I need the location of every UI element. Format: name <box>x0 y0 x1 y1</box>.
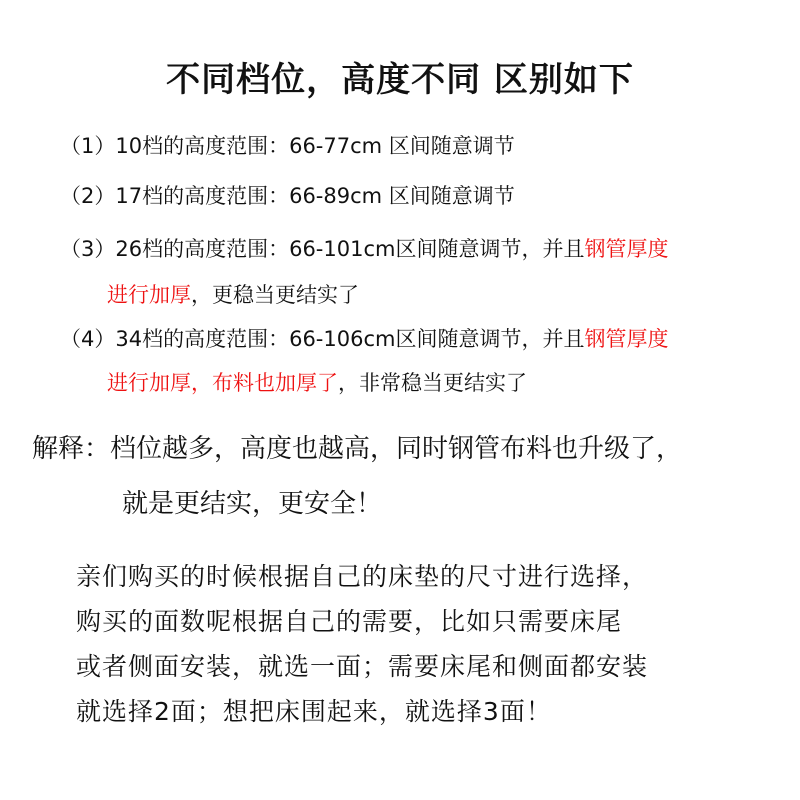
note-line-3: 或者侧面安装，就选一面；需要床尾和侧面都安装 <box>76 652 649 681</box>
item-34-gear-continued <box>107 367 527 397</box>
item-26-gear-continued <box>107 279 359 309</box>
note-line-4: 就选择2面；想把床围起来，就选择3面！ <box>76 697 552 726</box>
item-10-gear: （1）10档的高度范围：66-77cm 区间随意调节 <box>60 134 515 158</box>
explanation-line-1: 解释：档位越多，高度也越高，同时钢管布料也升级了， <box>32 434 683 464</box>
item-17-gear: （2）17档的高度范围：66-89cm 区间随意调节 <box>60 184 515 208</box>
note-line-1: 亲们购买的时候根据自己的床垫的尺寸进行选择， <box>76 562 649 591</box>
item-26-gear <box>60 233 668 263</box>
item-34-gear-text: （4）34档的高度范围：66-106cm区间随意调节，并且 <box>60 327 585 351</box>
explanation-line-2: 就是更结实，更安全！ <box>122 489 383 519</box>
item-34-gear-highlight-b: 进行加厚，布料也加厚了 <box>107 371 338 395</box>
item-34-gear-highlight-a: 钢管厚度 <box>584 327 669 351</box>
page-title: 不同档位，高度不同 区别如下 <box>166 60 634 100</box>
item-26-gear-rest: ，更稳当更结实了 <box>191 283 359 307</box>
note-line-2: 购买的面数呢根据自己的需要，比如只需要床尾 <box>76 607 623 636</box>
item-26-gear-text: （3）26档的高度范围：66-101cm区间随意调节，并且 <box>60 237 585 261</box>
item-26-gear-highlight-a: 钢管厚度 <box>584 237 669 261</box>
item-26-gear-highlight-b: 进行加厚 <box>107 283 191 307</box>
item-34-gear <box>60 323 668 353</box>
item-34-gear-rest: ，非常稳当更结实了 <box>338 371 527 395</box>
